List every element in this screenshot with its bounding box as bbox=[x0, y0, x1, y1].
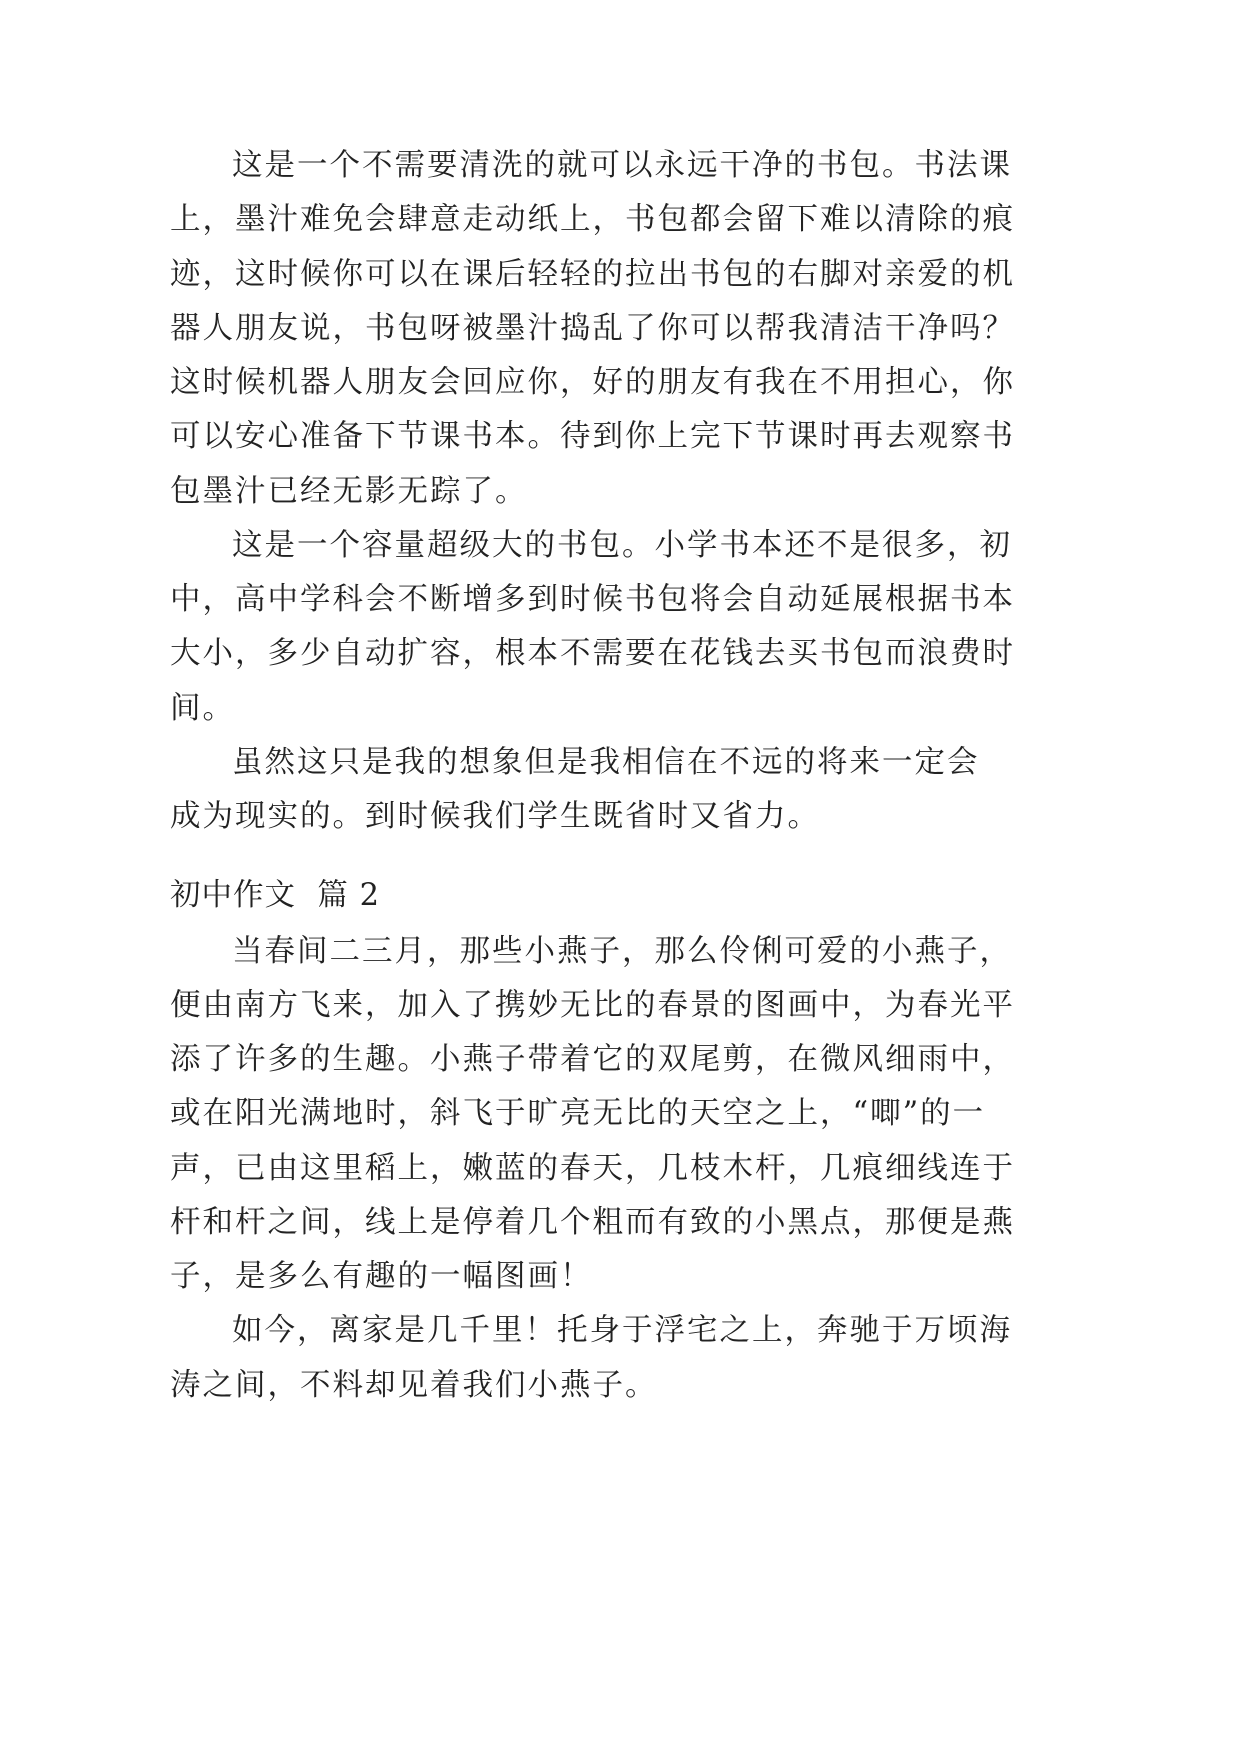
text-line: 成为现实的。到时候我们学生既省时又省力。 bbox=[170, 799, 820, 834]
text-line: 这是一个容量超级大的书包。小学书本还不是很多，初 bbox=[232, 528, 1012, 563]
text-line: 当春间二三月，那些小燕子，那么伶俐可爱的小燕子， bbox=[232, 934, 1012, 969]
text-line: 虽然这只是我的想象但是我相信在不远的将来一定会 bbox=[232, 745, 980, 780]
text-line: 这时候机器人朋友会回应你，好的朋友有我在不用担心，你 bbox=[170, 365, 1015, 400]
text-line: 便由南方飞来，加入了携妙无比的春景的图画中，为春光平 bbox=[170, 988, 1015, 1023]
text-line: 涛之间，不料却见着我们小燕子。 bbox=[170, 1368, 658, 1403]
text-line: 包墨汁已经无影无踪了。 bbox=[170, 474, 528, 509]
text-line: 杆和杆之间，线上是停着几个粗而有致的小黑点，那便是燕 bbox=[170, 1205, 1015, 1240]
text-line: 这是一个不需要清洗的就可以永远干净的书包。书法课 bbox=[232, 148, 1012, 183]
text-line: 上，墨汁难免会肆意走动纸上，书包都会留下难以清除的痕 bbox=[170, 202, 1015, 237]
section-heading: 初中作文 篇 2 bbox=[170, 878, 380, 913]
text-line: 器人朋友说，书包呀被墨汁捣乱了你可以帮我清洁干净吗？ bbox=[170, 311, 1015, 346]
text-line: 子，是多么有趣的一幅图画！ bbox=[170, 1259, 593, 1294]
text-line: 大小，多少自动扩容，根本不需要在花钱去买书包而浪费时 bbox=[170, 636, 1015, 671]
text-line: 中，高中学科会不断增多到时候书包将会自动延展根据书本 bbox=[170, 582, 1015, 617]
text-line: 迹，这时候你可以在课后轻轻的拉出书包的右脚对亲爱的机 bbox=[170, 257, 1015, 292]
text-line: 间。 bbox=[170, 691, 235, 726]
text-line: 可以安心准备下节课书本。待到你上完下节课时再去观察书 bbox=[170, 419, 1015, 454]
text-line: 或在阳光满地时，斜飞于旷亮无比的天空之上，“唧”的一 bbox=[170, 1096, 986, 1131]
text-line: 声，已由这里稻上，嫩蓝的春天，几枝木杆，几痕细线连于 bbox=[170, 1151, 1015, 1186]
text-line: 如今，离家是几千里！托身于浮宅之上，奔驰于万顷海 bbox=[232, 1313, 1012, 1348]
text-line: 添了许多的生趣。小燕子带着它的双尾剪，在微风细雨中， bbox=[170, 1042, 1015, 1077]
